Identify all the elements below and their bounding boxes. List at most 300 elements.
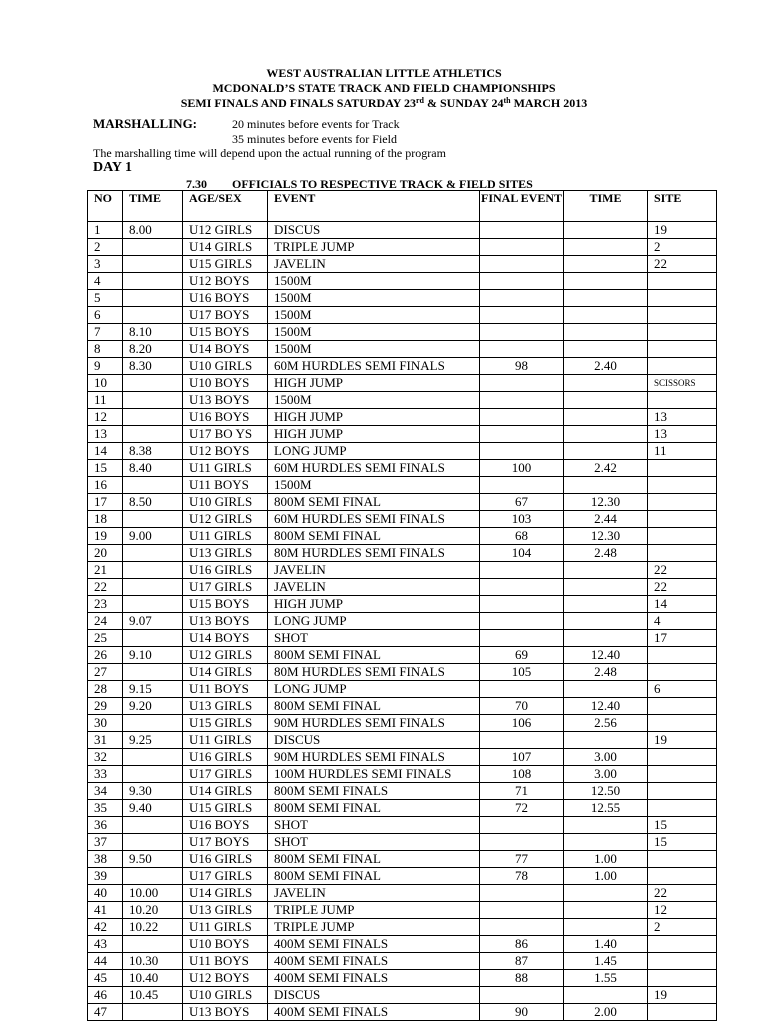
table-row	[88, 936, 717, 953]
cell-final-time	[564, 375, 648, 392]
cell-site	[648, 290, 717, 307]
cell-no: 10	[88, 375, 123, 392]
table-row	[88, 613, 717, 630]
cell-site	[648, 545, 717, 562]
cell-event: LONG JUMP	[268, 613, 480, 630]
cell-event: HIGH JUMP	[268, 409, 480, 426]
cell-age-sex: U12 GIRLS	[183, 647, 268, 664]
cell-age-sex: U14 GIRLS	[183, 664, 268, 681]
cell-age-sex: U17 BO YS	[183, 426, 268, 443]
title-dates-part-3: MARCH 2013	[510, 96, 588, 110]
table-row	[88, 902, 717, 919]
cell-final-event	[480, 630, 564, 647]
cell-event: 80M HURDLES SEMI FINALS	[268, 545, 480, 562]
cell-age-sex: U14 GIRLS	[183, 239, 268, 256]
cell-no: 43	[88, 936, 123, 953]
cell-event: 60M HURDLES SEMI FINALS	[268, 358, 480, 375]
table-row	[88, 1004, 717, 1021]
cell-age-sex: U13 BOYS	[183, 1004, 268, 1021]
cell-time	[123, 307, 183, 324]
cell-final-time	[564, 902, 648, 919]
cell-no: 46	[88, 987, 123, 1004]
cell-site	[648, 970, 717, 987]
table-row	[88, 545, 717, 562]
cell-site	[648, 341, 717, 358]
cell-site	[648, 851, 717, 868]
cell-time: 8.00	[123, 222, 183, 239]
cell-final-time: 12.40	[564, 698, 648, 715]
officials-time: 7.30	[186, 177, 207, 191]
cell-event: 60M HURDLES SEMI FINALS	[268, 511, 480, 528]
cell-final-time	[564, 732, 648, 749]
cell-site: 2	[648, 239, 717, 256]
cell-age-sex: U14 BOYS	[183, 630, 268, 647]
cell-time	[123, 375, 183, 392]
cell-age-sex: U11 GIRLS	[183, 460, 268, 477]
cell-no: 3	[88, 256, 123, 273]
cell-final-event	[480, 477, 564, 494]
cell-time	[123, 256, 183, 273]
cell-final-time	[564, 613, 648, 630]
cell-age-sex: U10 BOYS	[183, 936, 268, 953]
cell-age-sex: U16 GIRLS	[183, 851, 268, 868]
cell-final-time: 2.48	[564, 664, 648, 681]
cell-final-event	[480, 392, 564, 409]
cell-event: JAVELIN	[268, 562, 480, 579]
cell-age-sex: U12 BOYS	[183, 970, 268, 987]
cell-time: 9.50	[123, 851, 183, 868]
cell-final-time	[564, 409, 648, 426]
cell-age-sex: U16 GIRLS	[183, 562, 268, 579]
table-row	[88, 222, 717, 239]
cell-age-sex: U13 BOYS	[183, 392, 268, 409]
cell-no: 33	[88, 766, 123, 783]
cell-site: SCISSORS	[648, 375, 717, 392]
table-row	[88, 970, 717, 987]
cell-final-time	[564, 562, 648, 579]
cell-age-sex: U17 GIRLS	[183, 868, 268, 885]
cell-no: 23	[88, 596, 123, 613]
cell-time: 8.38	[123, 443, 183, 460]
cell-final-time: 12.30	[564, 528, 648, 545]
cell-event: LONG JUMP	[268, 443, 480, 460]
cell-time: 10.20	[123, 902, 183, 919]
cell-site	[648, 715, 717, 732]
cell-no: 24	[88, 613, 123, 630]
title-sup-rd: rd	[416, 96, 424, 105]
table-row	[88, 953, 717, 970]
cell-final-time: 12.50	[564, 783, 648, 800]
cell-no: 32	[88, 749, 123, 766]
cell-final-event	[480, 885, 564, 902]
cell-age-sex: U10 BOYS	[183, 375, 268, 392]
cell-time	[123, 409, 183, 426]
cell-final-event	[480, 579, 564, 596]
cell-event: 1500M	[268, 273, 480, 290]
cell-site: 13	[648, 409, 717, 426]
cell-final-time	[564, 307, 648, 324]
cell-event: 800M SEMI FINAL	[268, 528, 480, 545]
table-row	[88, 392, 717, 409]
doc-title-line-2: MCDONALD’S STATE TRACK AND FIELD CHAMPIONSHIPS	[212, 81, 556, 95]
cell-age-sex: U15 BOYS	[183, 324, 268, 341]
table-row	[88, 664, 717, 681]
cell-final-event: 77	[480, 851, 564, 868]
cell-time: 8.30	[123, 358, 183, 375]
cell-age-sex: U11 BOYS	[183, 477, 268, 494]
cell-age-sex: U15 GIRLS	[183, 256, 268, 273]
cell-no: 31	[88, 732, 123, 749]
cell-site	[648, 307, 717, 324]
schedule-table	[87, 190, 717, 1021]
cell-final-event	[480, 562, 564, 579]
cell-no: 18	[88, 511, 123, 528]
cell-final-event	[480, 290, 564, 307]
cell-time: 9.30	[123, 783, 183, 800]
table-row	[88, 307, 717, 324]
cell-time	[123, 511, 183, 528]
cell-final-time	[564, 290, 648, 307]
table-row	[88, 596, 717, 613]
cell-time	[123, 290, 183, 307]
cell-time	[123, 596, 183, 613]
table-row	[88, 256, 717, 273]
cell-final-event: 100	[480, 460, 564, 477]
cell-age-sex: U11 GIRLS	[183, 919, 268, 936]
table-row	[88, 800, 717, 817]
cell-time	[123, 477, 183, 494]
cell-site	[648, 511, 717, 528]
cell-time	[123, 273, 183, 290]
cell-time: 9.07	[123, 613, 183, 630]
cell-no: 12	[88, 409, 123, 426]
col-header-no: NO	[88, 191, 123, 222]
cell-age-sex: U12 BOYS	[183, 443, 268, 460]
table-row	[88, 579, 717, 596]
cell-event: JAVELIN	[268, 256, 480, 273]
cell-final-event: 103	[480, 511, 564, 528]
cell-event: HIGH JUMP	[268, 426, 480, 443]
cell-age-sex: U15 GIRLS	[183, 715, 268, 732]
cell-time: 10.22	[123, 919, 183, 936]
title-sup-th: th	[503, 96, 511, 105]
cell-time	[123, 630, 183, 647]
cell-time	[123, 579, 183, 596]
cell-final-event	[480, 834, 564, 851]
cell-event: JAVELIN	[268, 885, 480, 902]
table-row	[88, 443, 717, 460]
cell-final-event: 105	[480, 664, 564, 681]
cell-event: LONG JUMP	[268, 681, 480, 698]
title-dates-part-1: SEMI FINALS AND FINALS SATURDAY 23	[180, 96, 416, 110]
table-row	[88, 341, 717, 358]
table-row	[88, 851, 717, 868]
cell-final-time: 2.44	[564, 511, 648, 528]
col-header-final-event: FINAL EVENT	[480, 191, 564, 222]
cell-event: 400M SEMI FINALS	[268, 936, 480, 953]
cell-event: DISCUS	[268, 987, 480, 1004]
cell-no: 28	[88, 681, 123, 698]
cell-age-sex: U10 GIRLS	[183, 987, 268, 1004]
table-row	[88, 783, 717, 800]
cell-final-event: 87	[480, 953, 564, 970]
cell-event: HIGH JUMP	[268, 375, 480, 392]
cell-final-event	[480, 902, 564, 919]
cell-site: 19	[648, 732, 717, 749]
cell-final-time	[564, 987, 648, 1004]
marshalling-field: 35 minutes before events for Field	[232, 132, 397, 146]
cell-no: 19	[88, 528, 123, 545]
col-header-event: EVENT	[268, 191, 480, 222]
cell-time	[123, 392, 183, 409]
cell-event: DISCUS	[268, 222, 480, 239]
cell-event: 400M SEMI FINALS	[268, 970, 480, 987]
cell-time	[123, 1004, 183, 1021]
cell-no: 39	[88, 868, 123, 885]
cell-final-time: 3.00	[564, 749, 648, 766]
cell-final-time: 1.00	[564, 868, 648, 885]
doc-title-line-3	[0, 96, 768, 111]
table-row	[88, 766, 717, 783]
cell-age-sex: U16 BOYS	[183, 817, 268, 834]
cell-event: 800M SEMI FINAL	[268, 698, 480, 715]
cell-final-time: 2.48	[564, 545, 648, 562]
cell-site	[648, 528, 717, 545]
cell-final-time	[564, 239, 648, 256]
cell-no: 26	[88, 647, 123, 664]
cell-age-sex: U16 BOYS	[183, 409, 268, 426]
cell-time: 9.15	[123, 681, 183, 698]
cell-final-event	[480, 409, 564, 426]
cell-final-time	[564, 256, 648, 273]
cell-age-sex: U10 GIRLS	[183, 494, 268, 511]
cell-site: 2	[648, 919, 717, 936]
cell-final-event	[480, 681, 564, 698]
cell-final-event: 104	[480, 545, 564, 562]
cell-final-time	[564, 324, 648, 341]
cell-site	[648, 953, 717, 970]
cell-event: SHOT	[268, 630, 480, 647]
cell-site	[648, 477, 717, 494]
day-heading: DAY 1	[93, 160, 133, 175]
officials-text: OFFICIALS TO RESPECTIVE TRACK & FIELD SITES	[232, 177, 533, 191]
cell-no: 41	[88, 902, 123, 919]
cell-time	[123, 834, 183, 851]
table-row	[88, 681, 717, 698]
cell-final-time	[564, 341, 648, 358]
cell-no: 11	[88, 392, 123, 409]
cell-time: 8.50	[123, 494, 183, 511]
cell-final-time	[564, 426, 648, 443]
cell-no: 6	[88, 307, 123, 324]
cell-time: 9.25	[123, 732, 183, 749]
cell-time	[123, 239, 183, 256]
table-row	[88, 511, 717, 528]
cell-no: 22	[88, 579, 123, 596]
cell-final-event: 67	[480, 494, 564, 511]
cell-time	[123, 817, 183, 834]
cell-final-time: 2.40	[564, 358, 648, 375]
cell-final-event	[480, 817, 564, 834]
schedule-body	[88, 222, 717, 1021]
cell-time: 8.40	[123, 460, 183, 477]
cell-event: 90M HURDLES SEMI FINALS	[268, 749, 480, 766]
table-row	[88, 647, 717, 664]
cell-event: SHOT	[268, 817, 480, 834]
cell-final-time: 2.00	[564, 1004, 648, 1021]
cell-final-time	[564, 596, 648, 613]
cell-final-event	[480, 307, 564, 324]
table-row	[88, 426, 717, 443]
cell-event: 1500M	[268, 477, 480, 494]
cell-no: 30	[88, 715, 123, 732]
cell-site	[648, 647, 717, 664]
cell-time	[123, 766, 183, 783]
cell-time: 10.30	[123, 953, 183, 970]
table-row	[88, 868, 717, 885]
cell-event: JAVELIN	[268, 579, 480, 596]
cell-final-time: 2.42	[564, 460, 648, 477]
cell-age-sex: U15 BOYS	[183, 596, 268, 613]
cell-age-sex: U13 GIRLS	[183, 902, 268, 919]
cell-time: 10.00	[123, 885, 183, 902]
table-row	[88, 290, 717, 307]
cell-final-event: 107	[480, 749, 564, 766]
cell-no: 14	[88, 443, 123, 460]
cell-final-event	[480, 239, 564, 256]
cell-final-event: 86	[480, 936, 564, 953]
cell-event: TRIPLE JUMP	[268, 902, 480, 919]
cell-final-time	[564, 681, 648, 698]
cell-final-event	[480, 426, 564, 443]
cell-event: 1500M	[268, 392, 480, 409]
cell-age-sex: U11 GIRLS	[183, 528, 268, 545]
cell-time	[123, 868, 183, 885]
cell-site	[648, 273, 717, 290]
cell-no: 9	[88, 358, 123, 375]
cell-time: 10.45	[123, 987, 183, 1004]
table-row	[88, 324, 717, 341]
cell-site	[648, 698, 717, 715]
cell-no: 17	[88, 494, 123, 511]
cell-time: 8.10	[123, 324, 183, 341]
cell-age-sex: U12 GIRLS	[183, 222, 268, 239]
cell-final-time: 2.56	[564, 715, 648, 732]
title-dates-part-2: & SUNDAY 24	[424, 96, 504, 110]
cell-final-event	[480, 443, 564, 460]
cell-event: 1500M	[268, 324, 480, 341]
cell-event: 400M SEMI FINALS	[268, 953, 480, 970]
cell-event: 800M SEMI FINAL	[268, 494, 480, 511]
cell-site: 22	[648, 885, 717, 902]
cell-age-sex: U12 BOYS	[183, 273, 268, 290]
cell-site: 13	[648, 426, 717, 443]
cell-no: 7	[88, 324, 123, 341]
cell-age-sex: U12 GIRLS	[183, 511, 268, 528]
table-row	[88, 834, 717, 851]
cell-site	[648, 358, 717, 375]
cell-final-event	[480, 222, 564, 239]
table-row	[88, 409, 717, 426]
cell-event: SHOT	[268, 834, 480, 851]
cell-final-event	[480, 613, 564, 630]
cell-final-event: 108	[480, 766, 564, 783]
cell-site: 22	[648, 562, 717, 579]
cell-final-time	[564, 885, 648, 902]
cell-time	[123, 545, 183, 562]
cell-time	[123, 715, 183, 732]
cell-site: 11	[648, 443, 717, 460]
cell-final-event	[480, 256, 564, 273]
cell-time: 10.40	[123, 970, 183, 987]
cell-no: 40	[88, 885, 123, 902]
marshalling-label: MARSHALLING:	[93, 116, 198, 131]
cell-age-sex: U16 GIRLS	[183, 749, 268, 766]
cell-final-time	[564, 919, 648, 936]
cell-site	[648, 783, 717, 800]
col-header-age-sex: AGE/SEX	[183, 191, 268, 222]
cell-time	[123, 664, 183, 681]
cell-site	[648, 494, 717, 511]
cell-no: 21	[88, 562, 123, 579]
cell-final-time: 12.40	[564, 647, 648, 664]
cell-no: 27	[88, 664, 123, 681]
cell-event: DISCUS	[268, 732, 480, 749]
cell-event: 800M SEMI FINAL	[268, 647, 480, 664]
cell-no: 34	[88, 783, 123, 800]
cell-event: HIGH JUMP	[268, 596, 480, 613]
cell-site: 19	[648, 222, 717, 239]
table-row	[88, 477, 717, 494]
cell-final-time: 1.40	[564, 936, 648, 953]
cell-age-sex: U13 BOYS	[183, 613, 268, 630]
cell-time	[123, 936, 183, 953]
cell-no: 8	[88, 341, 123, 358]
cell-no: 25	[88, 630, 123, 647]
cell-final-time	[564, 817, 648, 834]
cell-age-sex: U14 GIRLS	[183, 885, 268, 902]
cell-no: 2	[88, 239, 123, 256]
cell-age-sex: U11 GIRLS	[183, 732, 268, 749]
cell-no: 45	[88, 970, 123, 987]
col-header-final-time: TIME	[564, 191, 648, 222]
cell-event: 80M HURDLES SEMI FINALS	[268, 664, 480, 681]
cell-site	[648, 1004, 717, 1021]
cell-time	[123, 562, 183, 579]
table-row	[88, 749, 717, 766]
cell-final-event	[480, 596, 564, 613]
cell-event: 60M HURDLES SEMI FINALS	[268, 460, 480, 477]
cell-event: 800M SEMI FINAL	[268, 800, 480, 817]
cell-site	[648, 324, 717, 341]
table-row	[88, 630, 717, 647]
cell-final-event	[480, 987, 564, 1004]
cell-final-event	[480, 375, 564, 392]
cell-final-event	[480, 273, 564, 290]
table-row	[88, 732, 717, 749]
table-row	[88, 239, 717, 256]
cell-age-sex: U14 BOYS	[183, 341, 268, 358]
cell-no: 35	[88, 800, 123, 817]
cell-final-time: 1.45	[564, 953, 648, 970]
cell-event: TRIPLE JUMP	[268, 239, 480, 256]
cell-final-time	[564, 392, 648, 409]
cell-no: 20	[88, 545, 123, 562]
cell-age-sex: U10 GIRLS	[183, 358, 268, 375]
cell-final-event: 68	[480, 528, 564, 545]
cell-age-sex: U13 GIRLS	[183, 698, 268, 715]
cell-age-sex: U17 GIRLS	[183, 579, 268, 596]
